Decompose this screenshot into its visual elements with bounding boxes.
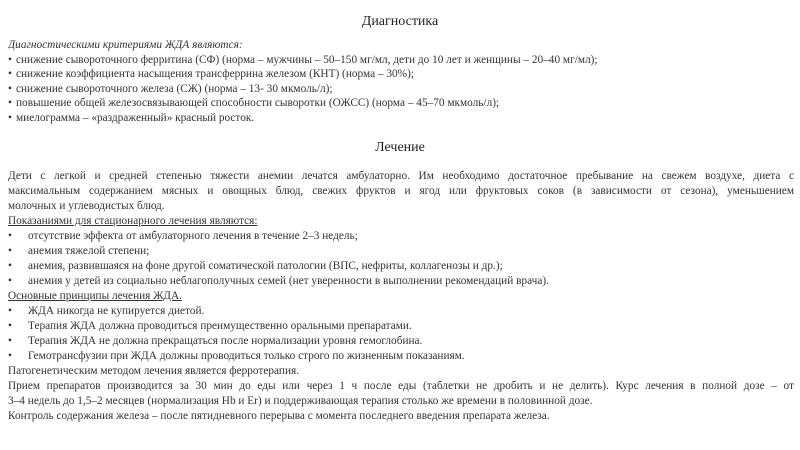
control-text: Контроль содержания железа – после пятидневного перерыва с момента последнего введения препарата железа. [8,410,550,422]
pathogenetic-text: Патогенетическим методом лечения является ферротерапия. [8,365,300,377]
list-item: • повышение общей железосвязывающей способности сыворотки (ОЖСС) (норма – 45–70 мкмоль/л); [8,96,794,111]
indications-heading: Показаниями для стационарного лечения являются: [8,215,258,227]
intake-line: Прием препаратов производится за 30 мин до еды или через 1 ч после еды (таблетки не дробить и не делить). Курс лечения в полной дозе – от [8,380,794,392]
list-item: • анемия, развившаяся на фоне другой соматической патологии (ВПС, нефриты, коллагенозы и др.); [8,259,794,274]
list-item: • снижение коэффициента насыщения трансферрина железом (КНТ) (норма – 30%); [8,67,794,82]
diagnostics-title: Диагностика [361,14,439,29]
principles-heading: Основные принципы лечения ЖДА. [8,290,182,302]
list-item: • Гемотрансфузии при ЖДА должны проводиться только строго по жизненным показаниям. [8,349,794,364]
list-item: • снижение сывороточного железа (СЖ) (норма – 13- 30 мкмоль/л); [8,82,794,97]
list-item: • отсутствие эффекта от амбулаторного лечения в течение 2–3 недель; [8,229,794,244]
paragraph-line: максимальным содержанием мясных и овощных блюд, свежих фруктов и ягод или фруктовых соков (в зависимости от сезона), уменьшением [8,185,794,197]
diagnostics-intro: Диагностическими критериями ЖДА являются: [8,39,243,51]
list-item: • анемия у детей из социально неблагополучных семей (нет уверенности в выполнении рекомендаций врача). [8,274,794,289]
list-item: • ЖДА никогда не купируется диетой. [8,304,794,319]
paragraph-line: молочных и углеводистых блюд. [8,200,165,212]
paragraph-line: Дети с легкой и средней степенью тяжести анемии лечатся амбулаторно. Им необходимо достаточное пребывание на свежем воздухе, диета с [8,170,794,182]
list-item: • Терапия ЖДА не должна прекращаться после нормализации уровня гемоглобина. [8,334,794,349]
list-item: • снижение сывороточного ферритина (СФ) (норма – мужчины – 50–150 мг/мл, дети до 10 лет и женщины – 20–40 мг/мл); [8,53,794,68]
diagnostics-section [8,38,794,126]
list-item: • анемия тяжелой степени; [8,244,794,259]
list-item: • миелограмма – «раздраженный» красный росток. [8,111,794,126]
list-item: • Терапия ЖДА должна проводиться преимущественно оральными препаратами. [8,319,794,334]
treatment-section [8,169,794,424]
intake-line: 3–4 недель до 1,5–2 месяцев (нормализация Hb и Er) и поддерживающая терапия столько же времени в половинной дозе. [8,395,593,407]
treatment-title: Лечение [375,140,425,155]
